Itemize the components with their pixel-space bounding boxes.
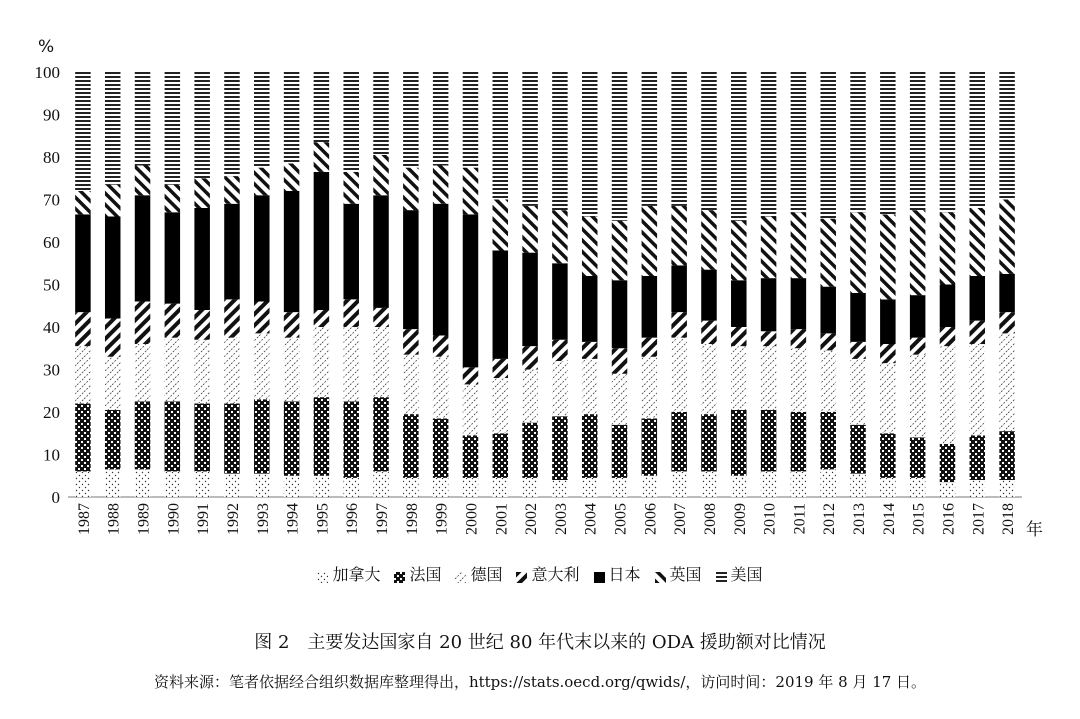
bar-italy-1987 bbox=[75, 312, 91, 346]
bar-canada-1997 bbox=[373, 472, 389, 498]
bar-france-2013 bbox=[850, 425, 866, 474]
bar-uk-2007 bbox=[671, 206, 687, 266]
bar-usa-2016 bbox=[940, 72, 956, 212]
bar-germany-2011 bbox=[791, 348, 807, 412]
bar-germany-1992 bbox=[224, 338, 240, 404]
bar-italy-2014 bbox=[880, 344, 896, 363]
bar-italy-1993 bbox=[254, 302, 270, 334]
legend-item-japan bbox=[594, 562, 641, 585]
bar-uk-2003 bbox=[552, 210, 568, 263]
bar-japan-1991 bbox=[194, 208, 210, 310]
bar-germany-2012 bbox=[820, 350, 836, 412]
figure-source: 资料来源：笔者依据经合组织数据库整理得出，https://stats.oecd.org/qwids/，访问时间：2019 年 8 月 17 日。 bbox=[153, 673, 927, 691]
bar-japan-1998 bbox=[403, 210, 419, 329]
bar-italy-2002 bbox=[522, 346, 538, 369]
x-tick-label: 2008 bbox=[701, 503, 719, 535]
bar-germany-2017 bbox=[970, 344, 986, 435]
bar-italy-1988 bbox=[105, 319, 121, 357]
bar-usa-2012 bbox=[820, 72, 836, 219]
bar-canada-1994 bbox=[284, 476, 300, 497]
bar-usa-2009 bbox=[731, 72, 747, 221]
legend-item-italy bbox=[516, 562, 579, 585]
bar-germany-2015 bbox=[910, 355, 926, 438]
bar-germany-1987 bbox=[75, 346, 91, 403]
legend-swatch-uk bbox=[655, 568, 666, 579]
bar-italy-1994 bbox=[284, 312, 300, 338]
bar-france-2017 bbox=[970, 435, 986, 480]
bar-usa-1991 bbox=[194, 72, 210, 178]
x-tick-label: 2006 bbox=[642, 503, 660, 535]
bar-canada-1987 bbox=[75, 472, 91, 498]
bar-canada-2012 bbox=[820, 469, 836, 497]
bar-germany-1997 bbox=[373, 327, 389, 397]
x-tick-label: 2004 bbox=[582, 503, 600, 535]
bar-italy-2004 bbox=[582, 342, 598, 359]
bar-usa-2006 bbox=[642, 72, 658, 206]
bar-canada-2002 bbox=[522, 478, 538, 497]
bar-japan-2017 bbox=[970, 276, 986, 321]
legend-item-uk bbox=[655, 562, 702, 585]
bar-usa-2010 bbox=[761, 72, 777, 217]
x-tick-label: 2012 bbox=[821, 503, 839, 535]
bar-germany-1999 bbox=[433, 357, 449, 419]
x-tick-label: 2002 bbox=[523, 503, 541, 535]
bar-france-1998 bbox=[403, 414, 419, 478]
bar-japan-2014 bbox=[880, 299, 896, 344]
bar-germany-2004 bbox=[582, 359, 598, 414]
bar-uk-2018 bbox=[999, 200, 1015, 274]
bar-france-2004 bbox=[582, 414, 598, 478]
legend-item-canada bbox=[317, 562, 380, 585]
x-tick-label: 1997 bbox=[374, 503, 392, 535]
bar-usa-1995 bbox=[314, 72, 330, 142]
bar-italy-2009 bbox=[731, 327, 747, 346]
bar-usa-1990 bbox=[165, 72, 181, 185]
bar-usa-1992 bbox=[224, 72, 240, 176]
bar-france-1993 bbox=[254, 399, 270, 473]
y-tick-label: 80 bbox=[43, 148, 60, 167]
bar-canada-1999 bbox=[433, 478, 449, 497]
x-tick-label: 1995 bbox=[314, 503, 332, 535]
legend-swatch-france bbox=[394, 568, 405, 579]
bar-japan-2000 bbox=[463, 214, 479, 367]
bar-japan-1993 bbox=[254, 195, 270, 301]
x-tick-label: 2000 bbox=[463, 503, 481, 535]
bar-uk-2002 bbox=[522, 206, 538, 253]
bar-canada-1998 bbox=[403, 478, 419, 497]
bar-usa-2014 bbox=[880, 72, 896, 214]
x-axis-ticks bbox=[76, 503, 1017, 535]
bar-france-1997 bbox=[373, 397, 389, 471]
bar-uk-2000 bbox=[463, 168, 479, 215]
legend-swatch-germany bbox=[455, 568, 466, 579]
x-tick-label: 2013 bbox=[851, 503, 869, 535]
bar-germany-2006 bbox=[642, 357, 658, 419]
bar-france-2018 bbox=[999, 431, 1015, 480]
bar-italy-2018 bbox=[999, 312, 1015, 333]
bar-france-2008 bbox=[701, 414, 717, 471]
bar-italy-2015 bbox=[910, 338, 926, 355]
y-tick-label: 90 bbox=[43, 105, 60, 125]
bar-canada-2009 bbox=[731, 476, 747, 497]
x-tick-label: 2003 bbox=[552, 503, 570, 535]
bar-japan-1989 bbox=[135, 195, 151, 301]
y-tick-label: 0 bbox=[51, 488, 60, 507]
bar-france-1992 bbox=[224, 404, 240, 474]
bar-germany-1998 bbox=[403, 355, 419, 415]
bar-uk-1989 bbox=[135, 166, 151, 196]
bar-japan-2016 bbox=[940, 285, 956, 328]
bar-france-2014 bbox=[880, 433, 896, 478]
bar-uk-1998 bbox=[403, 168, 419, 211]
bar-usa-1998 bbox=[403, 72, 419, 168]
y-tick-label: 40 bbox=[43, 318, 60, 337]
bar-japan-2003 bbox=[552, 263, 568, 340]
x-tick-label: 2009 bbox=[731, 503, 749, 535]
bar-japan-2010 bbox=[761, 278, 777, 331]
x-tick-label: 1992 bbox=[224, 503, 242, 535]
bar-france-2006 bbox=[642, 418, 658, 475]
bar-japan-2001 bbox=[493, 251, 509, 359]
bar-uk-1995 bbox=[314, 142, 330, 172]
x-tick-label: 1991 bbox=[195, 503, 213, 535]
bar-france-2007 bbox=[671, 412, 687, 472]
legend-swatch-canada bbox=[317, 568, 328, 579]
bar-japan-2002 bbox=[522, 253, 538, 347]
bar-italy-1990 bbox=[165, 304, 181, 338]
y-axis-ticks bbox=[35, 63, 61, 507]
bar-france-2015 bbox=[910, 438, 926, 478]
legend-label-germany: 德国 bbox=[470, 564, 503, 584]
bar-usa-1996 bbox=[343, 72, 359, 172]
bar-usa-2003 bbox=[552, 72, 568, 210]
bar-italy-2010 bbox=[761, 331, 777, 346]
bar-italy-2005 bbox=[612, 348, 628, 374]
bar-france-1989 bbox=[135, 401, 151, 469]
legend-label-canada: 加拿大 bbox=[332, 564, 381, 584]
bar-canada-1991 bbox=[194, 472, 210, 498]
bar-japan-2005 bbox=[612, 280, 628, 348]
bars bbox=[75, 72, 1015, 497]
bar-japan-2011 bbox=[791, 278, 807, 329]
bar-uk-2005 bbox=[612, 221, 628, 281]
bar-germany-2003 bbox=[552, 361, 568, 416]
legend-label-japan: 日本 bbox=[608, 564, 641, 584]
bar-uk-2013 bbox=[850, 212, 866, 293]
bar-uk-2010 bbox=[761, 217, 777, 279]
bar-canada-1990 bbox=[165, 472, 181, 498]
x-tick-label: 2001 bbox=[493, 503, 511, 535]
x-tick-label: 1993 bbox=[254, 503, 272, 535]
bar-canada-1993 bbox=[254, 474, 270, 497]
bar-france-2002 bbox=[522, 423, 538, 478]
bar-italy-2003 bbox=[552, 340, 568, 361]
bar-germany-2016 bbox=[940, 346, 956, 444]
bar-canada-2017 bbox=[970, 480, 986, 497]
bar-germany-2005 bbox=[612, 374, 628, 425]
x-tick-label: 2007 bbox=[672, 503, 690, 535]
bar-canada-1988 bbox=[105, 469, 121, 497]
bar-uk-2017 bbox=[970, 208, 986, 276]
bar-usa-1997 bbox=[373, 72, 389, 155]
bar-usa-2018 bbox=[999, 72, 1015, 200]
bar-germany-2018 bbox=[999, 333, 1015, 431]
legend-label-usa: 美国 bbox=[730, 564, 763, 584]
legend bbox=[0, 560, 1080, 586]
bar-france-2016 bbox=[940, 444, 956, 482]
bar-germany-1994 bbox=[284, 338, 300, 402]
bar-france-2012 bbox=[820, 412, 836, 469]
x-tick-label: 1996 bbox=[344, 503, 362, 535]
x-tick-label: 2010 bbox=[761, 503, 779, 535]
bar-italy-1996 bbox=[343, 299, 359, 327]
bar-france-1987 bbox=[75, 404, 91, 472]
x-tick-label: 1990 bbox=[165, 503, 183, 535]
bar-uk-2014 bbox=[880, 214, 896, 299]
x-tick-label: 2018 bbox=[1000, 503, 1018, 535]
bar-uk-2015 bbox=[910, 210, 926, 295]
bar-japan-2018 bbox=[999, 274, 1015, 312]
bar-canada-2018 bbox=[999, 480, 1015, 497]
bar-france-1990 bbox=[165, 401, 181, 471]
bar-canada-2011 bbox=[791, 472, 807, 498]
bar-usa-1999 bbox=[433, 72, 449, 166]
legend-swatch-usa bbox=[716, 568, 727, 579]
bar-canada-2015 bbox=[910, 478, 926, 497]
bar-canada-2005 bbox=[612, 478, 628, 497]
bar-france-2001 bbox=[493, 433, 509, 478]
bar-italy-2000 bbox=[463, 367, 479, 384]
bar-italy-1989 bbox=[135, 302, 151, 345]
bar-germany-1989 bbox=[135, 344, 151, 401]
legend-item-usa bbox=[716, 562, 763, 585]
bar-uk-1997 bbox=[373, 155, 389, 195]
bar-canada-2000 bbox=[463, 478, 479, 497]
legend-label-france: 法国 bbox=[409, 564, 442, 584]
bar-france-1994 bbox=[284, 401, 300, 475]
x-tick-label: 2005 bbox=[612, 503, 630, 535]
bar-uk-2001 bbox=[493, 200, 509, 251]
bar-france-1996 bbox=[343, 401, 359, 478]
bar-italy-2008 bbox=[701, 321, 717, 344]
bar-uk-1999 bbox=[433, 166, 449, 204]
bar-italy-2012 bbox=[820, 333, 836, 350]
bar-canada-2010 bbox=[761, 472, 777, 498]
bar-usa-2015 bbox=[910, 72, 926, 210]
x-tick-label: 2017 bbox=[970, 503, 988, 535]
bar-germany-1988 bbox=[105, 357, 121, 410]
legend-item-france bbox=[394, 562, 441, 585]
figure-title: 图 2 主要发达国家自 20 世纪 80 年代末以来的 ODA 援助额对比情况 bbox=[254, 632, 826, 653]
x-tick-label: 1994 bbox=[284, 503, 302, 535]
bar-usa-2002 bbox=[522, 72, 538, 206]
bar-france-2000 bbox=[463, 435, 479, 478]
bar-germany-2009 bbox=[731, 346, 747, 410]
bar-japan-2009 bbox=[731, 280, 747, 327]
bar-germany-2002 bbox=[522, 370, 538, 423]
x-tick-label: 2016 bbox=[940, 503, 958, 535]
bar-italy-1999 bbox=[433, 336, 449, 357]
bar-canada-2014 bbox=[880, 478, 896, 497]
bar-canada-1992 bbox=[224, 474, 240, 497]
y-tick-label: 60 bbox=[43, 233, 60, 252]
y-tick-label: 50 bbox=[43, 275, 60, 295]
bar-japan-1988 bbox=[105, 217, 121, 319]
bar-usa-2008 bbox=[701, 72, 717, 210]
bar-usa-1989 bbox=[135, 72, 151, 166]
bar-italy-1995 bbox=[314, 310, 330, 327]
bar-italy-2007 bbox=[671, 312, 687, 338]
bar-canada-2004 bbox=[582, 478, 598, 497]
bar-uk-1994 bbox=[284, 163, 300, 191]
bar-japan-2006 bbox=[642, 276, 658, 338]
bar-canada-1989 bbox=[135, 469, 151, 497]
bar-france-2003 bbox=[552, 416, 568, 480]
x-tick-label: 2011 bbox=[791, 503, 809, 535]
bar-france-2009 bbox=[731, 410, 747, 476]
bar-uk-2004 bbox=[582, 217, 598, 277]
bar-japan-1987 bbox=[75, 214, 91, 312]
legend-item-germany bbox=[455, 562, 502, 585]
y-tick-label: 30 bbox=[43, 360, 60, 380]
bar-germany-2010 bbox=[761, 346, 777, 410]
bar-italy-1998 bbox=[403, 329, 419, 355]
bar-japan-1994 bbox=[284, 191, 300, 312]
bar-italy-2006 bbox=[642, 338, 658, 357]
bar-france-2011 bbox=[791, 412, 807, 472]
bar-germany-2008 bbox=[701, 344, 717, 414]
bar-italy-1992 bbox=[224, 299, 240, 337]
x-tick-label: 1998 bbox=[403, 503, 421, 535]
bar-germany-2001 bbox=[493, 378, 509, 433]
bar-uk-1988 bbox=[105, 185, 121, 217]
bar-usa-2007 bbox=[671, 72, 687, 206]
y-tick-label: 10 bbox=[43, 445, 60, 465]
bar-japan-1995 bbox=[314, 172, 330, 310]
bar-japan-2012 bbox=[820, 287, 836, 334]
bar-uk-1990 bbox=[165, 185, 181, 213]
bar-canada-1995 bbox=[314, 476, 330, 497]
bar-japan-1997 bbox=[373, 195, 389, 308]
bar-canada-2013 bbox=[850, 474, 866, 497]
legend-label-uk: 英国 bbox=[669, 564, 702, 584]
bar-japan-1999 bbox=[433, 204, 449, 336]
bar-usa-2001 bbox=[493, 72, 509, 200]
bar-italy-2016 bbox=[940, 327, 956, 346]
bar-uk-2011 bbox=[791, 212, 807, 278]
bar-germany-1993 bbox=[254, 333, 270, 399]
bar-france-1999 bbox=[433, 418, 449, 478]
bar-usa-2011 bbox=[791, 72, 807, 212]
bar-uk-1991 bbox=[194, 178, 210, 208]
legend-label-italy: 意大利 bbox=[531, 564, 580, 584]
bar-japan-1990 bbox=[165, 212, 181, 303]
bar-france-2010 bbox=[761, 410, 777, 472]
bar-germany-1991 bbox=[194, 340, 210, 404]
x-tick-label: 1999 bbox=[433, 503, 451, 535]
bar-uk-2016 bbox=[940, 212, 956, 284]
x-tick-label: 2014 bbox=[880, 503, 898, 535]
bar-canada-2001 bbox=[493, 478, 509, 497]
bar-canada-2008 bbox=[701, 472, 717, 498]
bar-uk-1987 bbox=[75, 191, 91, 214]
bar-uk-2006 bbox=[642, 206, 658, 276]
bar-usa-2005 bbox=[612, 72, 628, 221]
bar-germany-2007 bbox=[671, 338, 687, 412]
x-axis-unit: 年 bbox=[1026, 520, 1043, 540]
bar-canada-2003 bbox=[552, 480, 568, 497]
bar-italy-2013 bbox=[850, 342, 866, 359]
bar-italy-1997 bbox=[373, 308, 389, 327]
bar-usa-2013 bbox=[850, 72, 866, 212]
bar-italy-2017 bbox=[970, 321, 986, 344]
bar-france-1988 bbox=[105, 410, 121, 470]
bar-germany-2013 bbox=[850, 359, 866, 425]
bar-uk-2009 bbox=[731, 221, 747, 281]
bar-france-1995 bbox=[314, 397, 330, 476]
bar-usa-1994 bbox=[284, 72, 300, 163]
bar-germany-2000 bbox=[463, 384, 479, 435]
y-tick-label: 100 bbox=[34, 63, 60, 82]
bar-uk-1992 bbox=[224, 176, 240, 204]
bar-japan-2004 bbox=[582, 276, 598, 342]
bar-japan-2013 bbox=[850, 293, 866, 342]
bar-italy-2001 bbox=[493, 359, 509, 378]
x-tick-label: 1989 bbox=[135, 503, 153, 535]
bar-uk-2012 bbox=[820, 219, 836, 287]
bar-germany-1995 bbox=[314, 327, 330, 397]
bar-uk-1996 bbox=[343, 172, 359, 204]
bar-germany-2014 bbox=[880, 363, 896, 433]
bar-usa-1993 bbox=[254, 72, 270, 168]
y-tick-label: 70 bbox=[43, 190, 60, 210]
y-tick-label: 20 bbox=[43, 403, 60, 422]
bar-germany-1990 bbox=[165, 338, 181, 402]
bar-japan-1992 bbox=[224, 204, 240, 300]
bar-canada-1996 bbox=[343, 478, 359, 497]
bar-canada-2016 bbox=[940, 482, 956, 497]
bar-usa-2004 bbox=[582, 72, 598, 217]
bar-italy-2011 bbox=[791, 329, 807, 348]
bar-germany-1996 bbox=[343, 327, 359, 401]
bar-japan-2008 bbox=[701, 270, 717, 321]
bar-canada-2007 bbox=[671, 472, 687, 498]
bar-canada-2006 bbox=[642, 476, 658, 497]
y-axis-unit: % bbox=[38, 37, 55, 57]
legend-swatch-japan bbox=[594, 568, 605, 579]
bar-france-1991 bbox=[194, 404, 210, 472]
x-tick-label: 1987 bbox=[75, 503, 93, 535]
bar-italy-1991 bbox=[194, 310, 210, 340]
legend-swatch-italy bbox=[516, 568, 527, 579]
bar-uk-1993 bbox=[254, 168, 270, 196]
bar-france-2005 bbox=[612, 425, 628, 478]
bar-japan-2015 bbox=[910, 295, 926, 338]
bar-usa-1988 bbox=[105, 72, 121, 185]
bar-uk-2008 bbox=[701, 210, 717, 270]
x-tick-label: 1988 bbox=[105, 503, 123, 535]
bar-usa-2000 bbox=[463, 72, 479, 168]
bar-japan-1996 bbox=[343, 204, 359, 300]
bar-japan-2007 bbox=[671, 265, 687, 312]
bar-usa-1987 bbox=[75, 72, 91, 191]
x-tick-label: 2015 bbox=[910, 503, 928, 535]
bar-usa-2017 bbox=[970, 72, 986, 208]
